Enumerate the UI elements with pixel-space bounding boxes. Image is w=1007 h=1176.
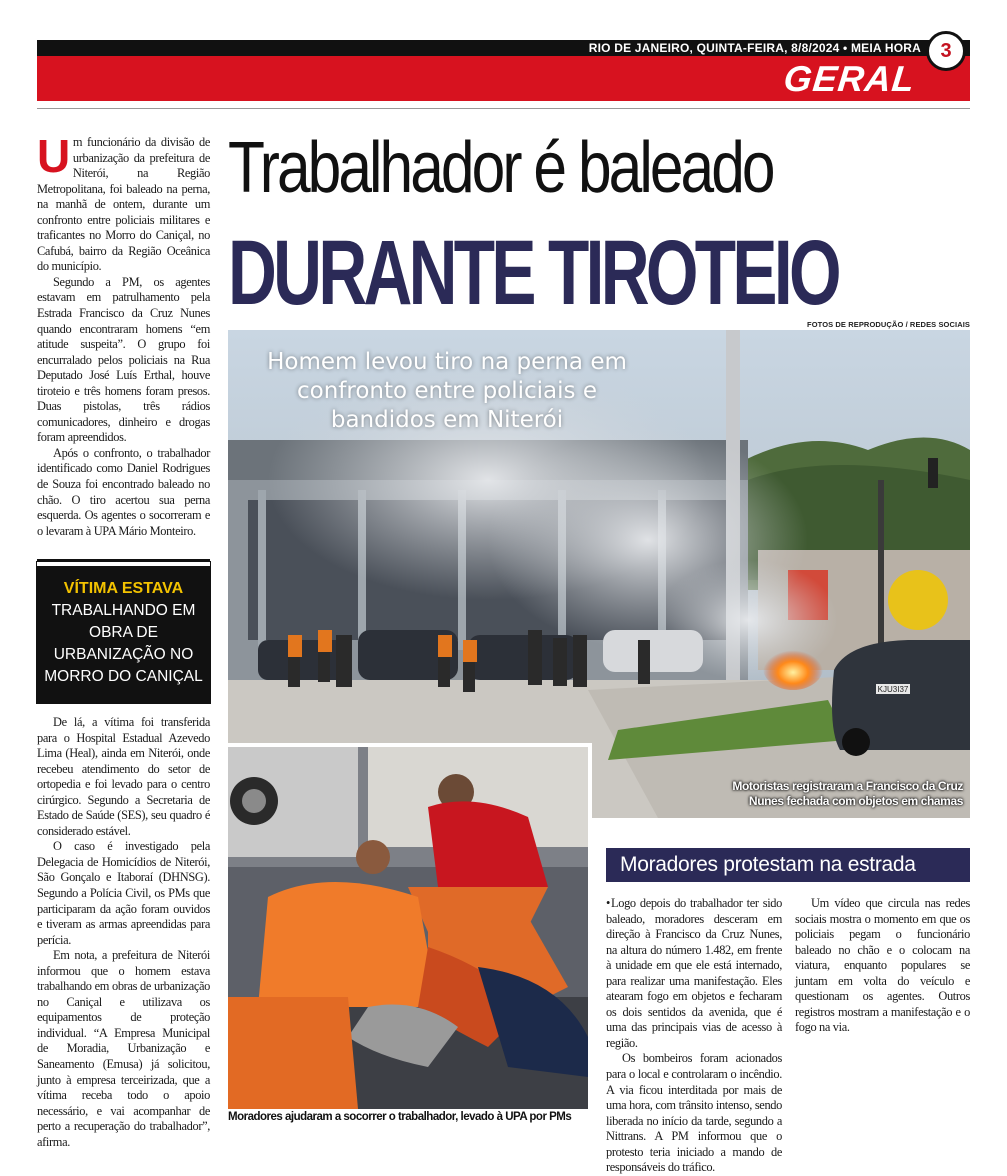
sidebar-paragraph-2: Os bombeiros foram acionados para o local e controlaram o incêndio. A via ficou interditada por mais de uma hora, com trânsito intenso, sendo liberada no início da tarde, segundo a Nittrans. A PM informou que o protesto teria iniciado a mando de responsáveis do tráfico. — [606, 1051, 782, 1175]
article-paragraph-4: De lá, a vítima foi transferida para o Hospital Estadual Azevedo Lima (Heal), ainda em Niterói, onde recebeu atendimento do setor de ortopedia e foi levado para o centro cirúrgico. Segundo a Secretaria de Estado de Saúde (SES), seu quadro é considerado estável. — [37, 715, 210, 838]
article-paragraph-5: O caso é investigado pela Delegacia de Homicídios de Niterói, São Gonçalo e Itaboraí (DHNSG). Segundo a Polícia Civil, os PMs que participaram da ação foram ouvidos e tiveram as armas apreendidas para perícia. — [37, 839, 210, 947]
article-paragraph-6: Em nota, a prefeitura de Niterói informou que o homem estava trabalhando em obras de urbanização no Caniçal e utilizava os equipamentos de proteção individual. “A Empresa Municipal de Moradia, Urbanização e Saneamento (Emusa) já solicitou, junto à empresa terceirizada, que a vítima receba todo o apoio necessário, e vai acompanhar de perto a recuperação do trabalhador”, afirma. — [37, 948, 210, 1149]
pull-quote-text: TRABALHANDO EM OBRA DE URBANIZAÇÃO NO MORRO DO CANIÇAL — [44, 602, 203, 685]
sidebar-column-2 — [795, 896, 970, 1036]
sidebar-paragraph-3: Um vídeo que circula nas redes sociais mostra o momento em que os policiais pegam o funcionário baleado no chão e o colocam na viatura, enquanto populares se juntam em volta do veículo e questionam os agentes. Outros registros mostram a manifestação e o fogo na via. — [795, 896, 970, 1035]
sidebar-column-1 — [606, 896, 782, 1176]
sidebar-title-box — [606, 848, 970, 882]
rescue-photo-caption: Moradores ajudaram a socorrer o trabalhador, levado à UPA por PMs — [228, 1111, 572, 1123]
page-number: 3 — [926, 31, 966, 71]
article-paragraph-2: Segundo a PM, os agentes estavam em patrulhamento pela Estrada Francisco da Cruz Nunes quando encontraram homens “em atitude suspeita”. O grupo foi encurralado pelos policiais na Rua Deputado José Luís Erthal, houve tiroteio e três homens foram presos. Duas pistolas, três rádios comunicadores, dinheiro e drogas foram apreendidos. — [37, 274, 210, 445]
photo-credit: FOTOS DE REPRODUÇÃO / REDES SOCIAIS — [807, 320, 970, 329]
article-column-bottom — [37, 715, 210, 1150]
sidebar-title: Moradores protestam na estrada — [620, 853, 916, 876]
photo-overlay-caption: Homem levou tiro na perna em confronto entre policiais e bandidos em Niterói — [267, 349, 627, 433]
section-title: GERAL — [781, 58, 918, 99]
rescue-scene-image — [228, 747, 588, 1109]
article-paragraph-1: Um funcionário da divisão de urbanização da prefeitura de Niterói, na Região Metropolitana, foi baleado na perna, na manhã de ontem, durante um confronto entre policiais militares e traficantes no Morro do Caniçal, no Cafubá, bairro da Região Oceânica do município. — [37, 130, 210, 274]
rescue-photo — [228, 743, 592, 1109]
headline-line-2: DURANTE TIROTEIO — [228, 222, 838, 324]
article-paragraph-3: Após o confronto, o trabalhador identificado como Daniel Rodrigues de Souza foi encontrado baleado no chão. O tiro acertou sua perna esquerda. Os agentes o socorreram e o levaram à UPA Mário Monteiro. — [37, 445, 210, 538]
dateline: RIO DE JANEIRO, QUINTA-FEIRA, 8/8/2024 • MEIA HORA — [588, 41, 921, 55]
drop-cap: U — [37, 130, 70, 182]
header-divider — [37, 108, 970, 109]
car-plate: KJU3I37 — [877, 685, 909, 694]
sidebar-paragraph-1: • Logo depois do trabalhador ter sido baleado, moradores desceram em direção à Francisco da Cruz Nunes, na altura do número 1.482, em frente à unidade em que ele está internado, para realizar uma manifestação. Eles atearam fogo em objetos e fecharam os dois sentidos da avenida, que é uma das principais vias de acesso à região. — [606, 896, 782, 1051]
headline-line-1: Trabalhador é baleado — [228, 128, 773, 208]
article-column-top — [37, 130, 210, 539]
pull-quote-box — [37, 562, 210, 703]
main-photo-caption: Motoristas registraram a Francisco da Cruz Nunes fechada com objetos em chamas — [732, 779, 963, 808]
pull-quote-highlight: VÍTIMA ESTAVA — [63, 580, 184, 597]
